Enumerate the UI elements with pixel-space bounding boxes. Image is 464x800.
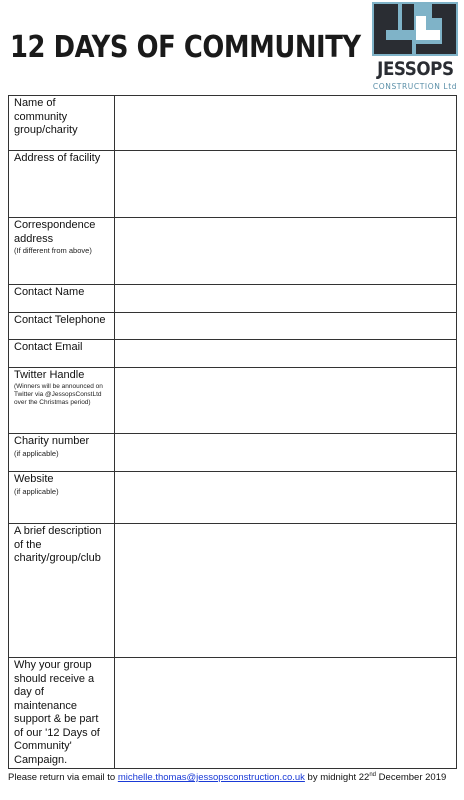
form-label: Why your group should receive a day of maintenance support & be part of our '12 Days of Community' Campaign. [9,658,115,769]
form-field-correspondence[interactable] [115,218,457,285]
form-row-description [9,524,457,658]
form-field-address[interactable] [115,151,457,218]
company-logo [372,2,458,94]
form-field-contact-name[interactable] [115,285,457,313]
form-note: (if applicable) [14,448,59,458]
form-row-group-name [9,96,457,151]
form-label: Name of community group/charity [9,96,115,151]
logo-name: JESSOPS [377,58,454,80]
form-label: Correspondence address (If different from above) [9,218,115,285]
form-field-description[interactable] [115,524,457,658]
form-note: (If different from above) [14,246,92,255]
page-title: 12 DAYS OF COMMUNITY [10,30,361,65]
form-field-contact-telephone[interactable] [115,313,457,340]
form-label: Contact Email [9,340,115,368]
form-label: Contact Name [9,285,115,313]
form-field-website[interactable] [115,472,457,524]
form-row-website [9,472,457,524]
footer-superscript: nd [369,772,377,778]
footer-middle: by midnight 22 [307,772,370,784]
return-instructions [8,768,458,785]
form-note: (Winners will be announced on Twitter via @JessopsConstLtd over the Christmas period) [14,382,103,406]
form-note: (if applicable) [14,486,59,496]
form-field-contact-email[interactable] [115,340,457,368]
form-field-group-name[interactable] [115,96,457,151]
monogram-icon [372,2,458,56]
form-row-contact-name [9,285,457,313]
form-label: A brief description of the charity/group/club [9,524,115,658]
email-link[interactable]: michelle.thomas@jessopsconstruction.co.uk [117,772,305,784]
form-row-charity-number [9,434,457,472]
form-row-address [9,151,457,218]
form-row-twitter [9,368,457,434]
form-field-twitter[interactable] [115,368,457,434]
footer-prefix: Please return via email to [8,772,116,784]
form-row-why [9,658,457,769]
form-label: Charity number (if applicable) [9,434,115,472]
form-label: Address of facility [9,151,115,218]
form-row-contact-email [9,340,457,368]
form-field-charity-number[interactable] [115,434,457,472]
form-label: Twitter Handle (Winners will be announced on Twitter via @JessopsConstLtd over the Christmas period) [9,368,115,434]
logo-subtitle: CONSTRUCTION Ltd [372,82,458,91]
footer-suffix: December 2019 [378,772,447,784]
form-label: Contact Telephone [9,313,115,340]
form-label: Website (if applicable) [9,472,115,524]
application-form-table [8,95,457,769]
form-row-contact-telephone [9,313,457,340]
form-row-correspondence [9,218,457,285]
form-field-why[interactable] [115,658,457,769]
